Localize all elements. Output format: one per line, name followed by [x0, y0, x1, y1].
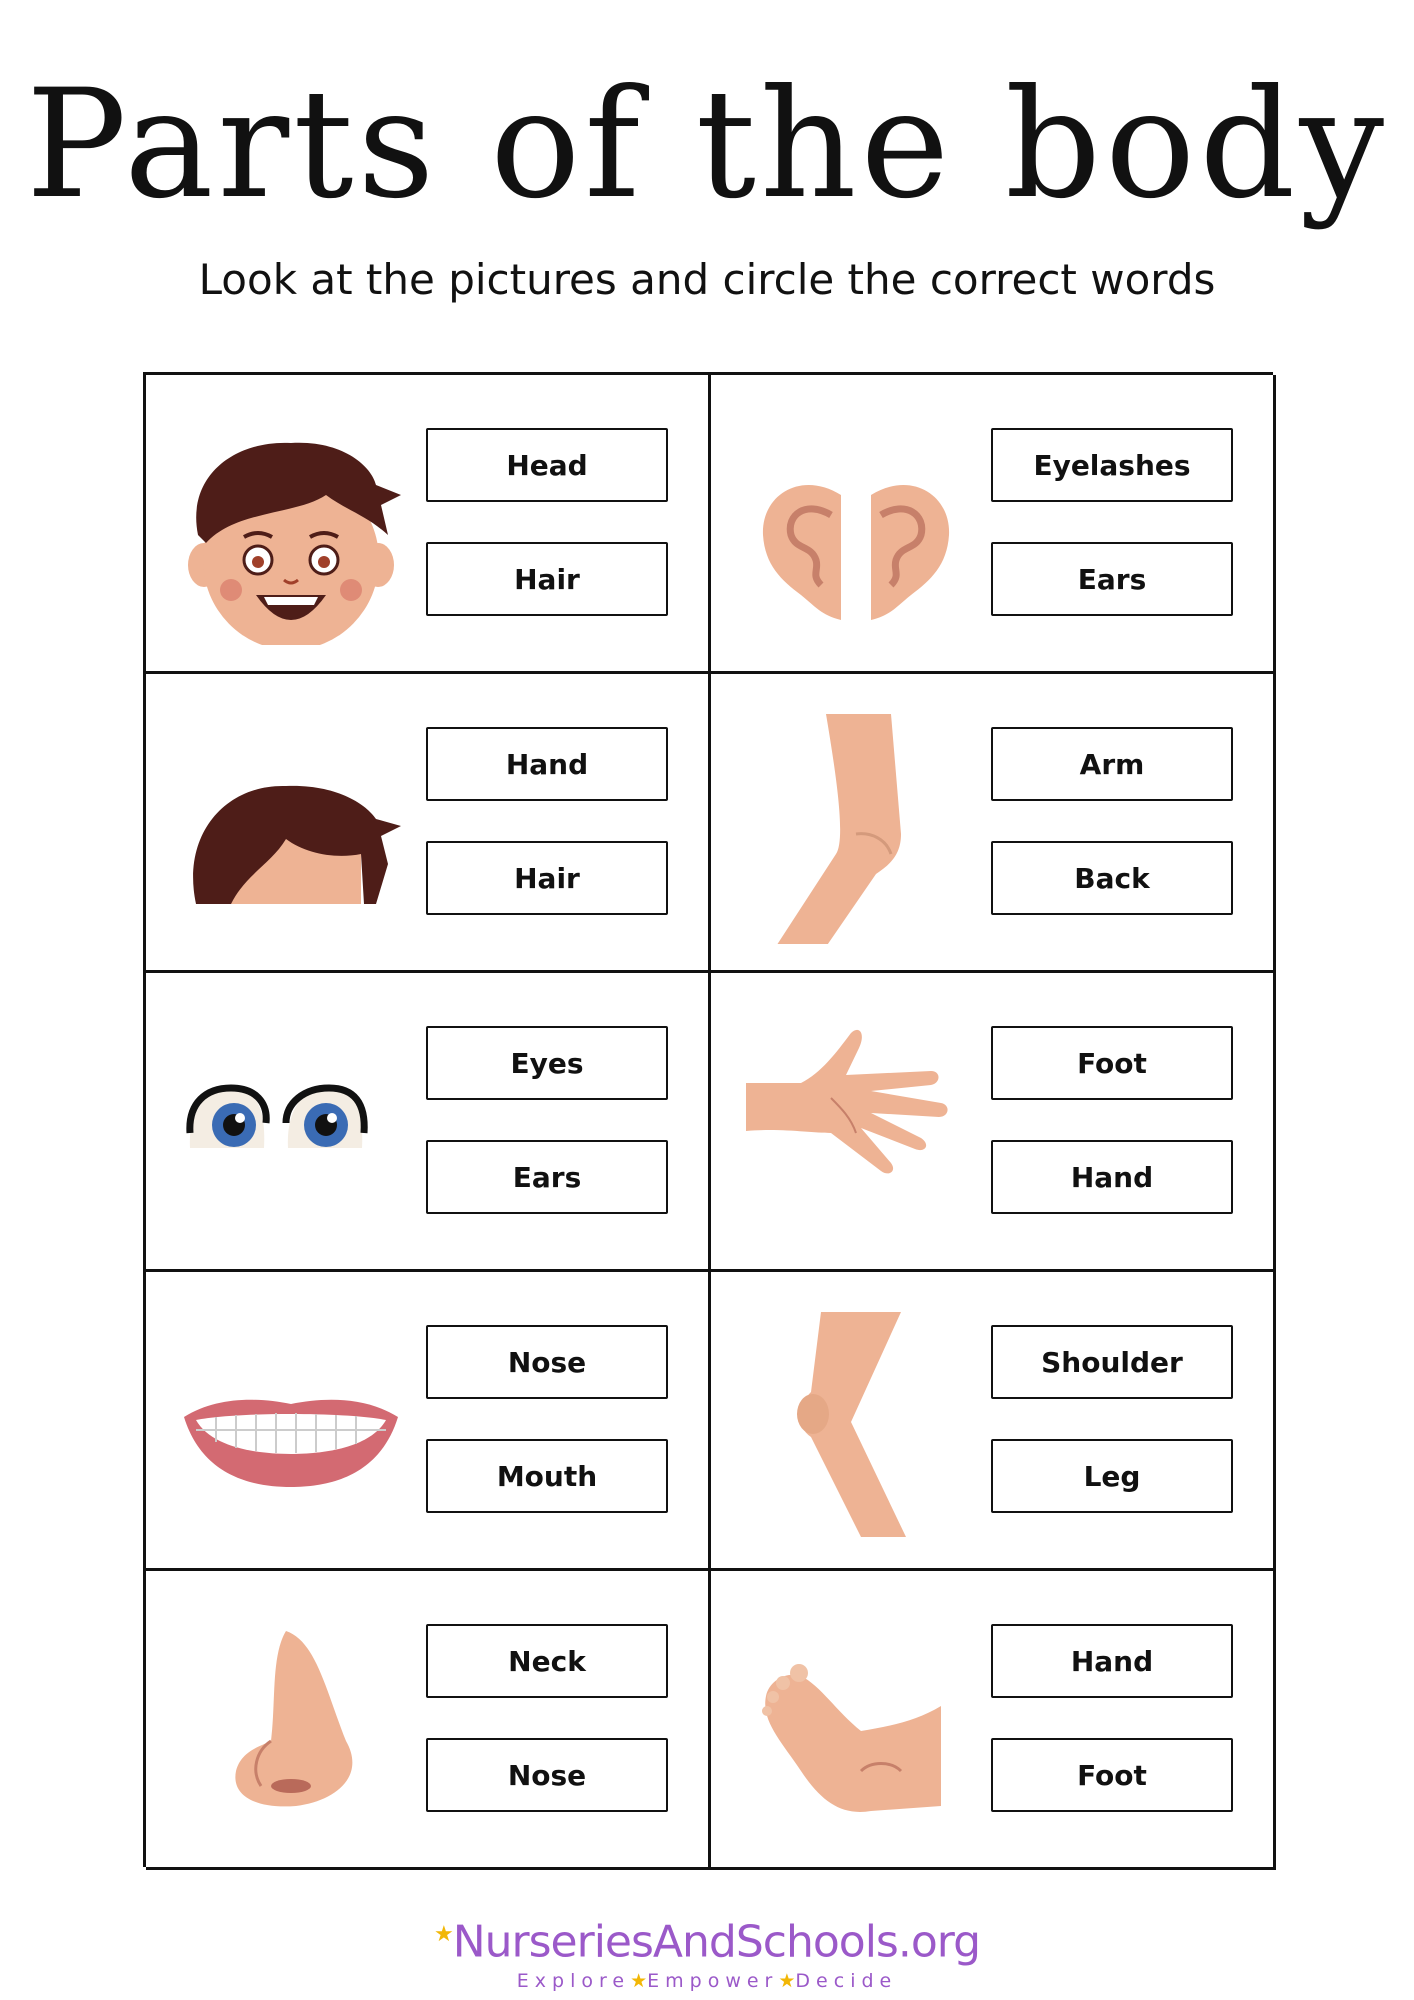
nose-icon — [176, 1611, 406, 1841]
star-icon: ★ — [778, 1969, 796, 1992]
option-eyelashes[interactable]: Eyelashes — [991, 428, 1233, 502]
star-icon: ★ — [630, 1969, 648, 1992]
option-head[interactable]: Head — [426, 428, 668, 502]
hair-icon — [176, 714, 406, 944]
tagline-explore: Explore — [516, 1969, 631, 1992]
tagline — [0, 1970, 1414, 1992]
cell-mouth — [146, 1272, 711, 1571]
eyes-icon — [176, 1013, 406, 1243]
star-icon: ★ — [434, 1922, 453, 1947]
cell-nose — [146, 1571, 711, 1870]
cell-arm — [711, 674, 1276, 973]
option-foot[interactable]: Foot — [991, 1026, 1233, 1100]
option-ears[interactable]: Ears — [426, 1140, 668, 1214]
option-back[interactable]: Back — [991, 841, 1233, 915]
option-hand[interactable]: Hand — [991, 1624, 1233, 1698]
option-mouth[interactable]: Mouth — [426, 1439, 668, 1513]
option-shoulder[interactable]: Shoulder — [991, 1325, 1233, 1399]
worksheet-grid — [143, 372, 1273, 1867]
option-hand[interactable]: Hand — [426, 727, 668, 801]
option-nose[interactable]: Nose — [426, 1738, 668, 1812]
hand-icon — [741, 1013, 971, 1243]
cell-hair — [146, 674, 711, 973]
option-nose[interactable]: Nose — [426, 1325, 668, 1399]
instructions: Look at the pictures and circle the correct words — [198, 255, 1216, 304]
foot-icon — [741, 1611, 971, 1841]
arm-icon — [741, 714, 971, 944]
mouth-icon — [176, 1312, 406, 1542]
option-hair[interactable]: Hair — [426, 841, 668, 915]
cell-foot — [711, 1571, 1276, 1870]
option-leg[interactable]: Leg — [991, 1439, 1233, 1513]
option-arm[interactable]: Arm — [991, 727, 1233, 801]
ears-icon — [741, 415, 971, 645]
face-icon — [176, 415, 406, 645]
logo-text: NurseriesAndSchools.org — [452, 1916, 980, 1968]
cell-hand — [711, 973, 1276, 1272]
option-neck[interactable]: Neck — [426, 1624, 668, 1698]
site-logo[interactable] — [0, 1910, 1414, 1968]
cell-ears — [711, 375, 1276, 674]
option-ears[interactable]: Ears — [991, 542, 1233, 616]
option-eyes[interactable]: Eyes — [426, 1026, 668, 1100]
leg-icon — [741, 1312, 971, 1542]
tagline-empower: Empower — [647, 1969, 779, 1992]
option-hair[interactable]: Hair — [426, 542, 668, 616]
cell-eyes — [146, 973, 711, 1272]
option-foot[interactable]: Foot — [991, 1738, 1233, 1812]
cell-leg — [711, 1272, 1276, 1571]
option-hand[interactable]: Hand — [991, 1140, 1233, 1214]
footer — [0, 1910, 1414, 1992]
page-title: Parts of the body — [25, 58, 1389, 232]
tagline-decide: Decide — [795, 1969, 898, 1992]
cell-face — [146, 375, 711, 674]
